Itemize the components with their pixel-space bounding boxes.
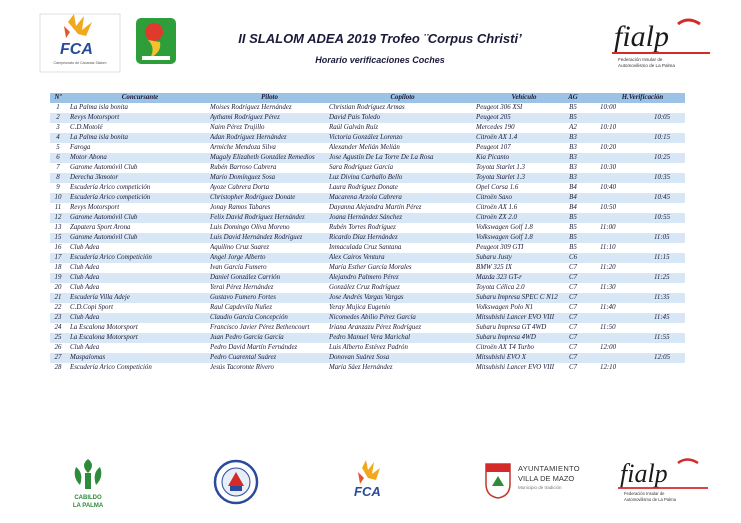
cell-veh: Subaru Impresa 4WD — [476, 334, 536, 341]
cell-con: Escudería Arico Competición — [70, 364, 152, 371]
cell-cop: Yeray Mujica Eugenio — [329, 304, 391, 311]
cell-hv2: 10:25 — [654, 154, 671, 161]
table-row — [50, 203, 685, 213]
cell-pil: Ivan García Fumero — [210, 264, 267, 271]
svg-text:Automovilismo de La Palma: Automovilismo de La Palma — [624, 497, 676, 502]
table-row — [50, 233, 685, 243]
cell-num: 2 — [56, 114, 60, 121]
cell-hv2: 11:05 — [654, 234, 670, 241]
table-row — [50, 193, 685, 203]
cell-veh: Mazda 323 GT-r — [476, 274, 522, 281]
cell-num: 28 — [54, 364, 62, 371]
cell-pil: Angel Jorge Alberto — [210, 254, 266, 261]
svg-text:Automovilismo de La Palma: Automovilismo de La Palma — [618, 63, 675, 68]
cell-pil: Naim Pérez Trujillo — [210, 124, 265, 131]
cell-hv2: 11:15 — [654, 254, 670, 261]
table-row — [50, 143, 685, 153]
cell-pil: Juan Pedro García García — [210, 334, 284, 341]
cell-cop: María Sáez Hernández — [329, 364, 393, 371]
cell-pil: Gustavo Fumero Fortes — [210, 294, 276, 301]
cell-num: 16 — [54, 244, 62, 251]
cell-cop: David Pais Toledo — [329, 114, 381, 121]
ayuntamiento-villa-de-mazo-logo — [484, 458, 594, 502]
cell-pil: Claudio García Concepción — [210, 314, 288, 321]
fcl-caption: Campeonato de Canarias Slalom — [53, 61, 107, 65]
cell-ag: C7 — [568, 264, 578, 271]
cell-cop: Alexander Melián Melián — [329, 144, 400, 151]
cell-hv1: 11:10 — [600, 244, 616, 251]
cell-con: Escudería Arico competición — [70, 184, 151, 191]
cell-hv1: 10:00 — [600, 104, 617, 111]
cell-ag: C7 — [568, 304, 578, 311]
cell-con: La Palma isla bonita — [70, 104, 129, 111]
table-header-row — [50, 93, 685, 103]
cell-cop: Ricardo Díaz Hernández — [329, 234, 398, 241]
header-vehiculo: Vehículo — [511, 94, 537, 101]
cell-hv1: 12:10 — [600, 364, 617, 371]
cell-pil: Moises Rodríguez Hernández — [210, 104, 292, 111]
cell-pil: Magaly Elizabeth González Remedios — [210, 154, 315, 161]
cell-ag: C7 — [568, 364, 578, 371]
table-row — [50, 153, 685, 163]
cell-pil: Aythami Rodríguez Pérez — [210, 114, 280, 121]
cell-veh: Subaru Impresa GT 4WD — [476, 324, 547, 331]
cell-veh: Peugeot 107 — [476, 144, 511, 151]
table-row — [50, 333, 685, 343]
table-row — [50, 253, 685, 263]
table-row — [50, 123, 685, 133]
cell-ag: B3 — [569, 174, 577, 181]
cell-num: 3 — [56, 124, 60, 131]
table-row — [50, 353, 685, 363]
svg-text:Federación Insular de: Federación Insular de — [624, 491, 665, 496]
cell-pil: Ayoze Cabrera Dorta — [210, 184, 270, 191]
cell-pil: Armiche Mendoza Silva — [210, 144, 276, 151]
cell-hv2: 11:55 — [654, 334, 670, 341]
cell-con: Club Adea — [70, 244, 100, 251]
cell-veh: Peugeot 205 — [476, 114, 511, 121]
cell-num: 1 — [56, 104, 60, 111]
cell-con: Escudería Arico competición — [70, 194, 151, 201]
cell-cop: Christian Rodríguez Armas — [329, 104, 405, 111]
cell-veh: Mitsubishi Lancer EVO VIII — [476, 314, 555, 321]
cell-num: 26 — [54, 344, 62, 351]
cell-cop: Inmaculada Cruz Santana — [329, 244, 402, 251]
cell-pil: Luis David Hernández Rodríguez — [210, 234, 303, 241]
cell-num: 21 — [54, 294, 62, 301]
cell-pil: Pedro Cuarental Suárez — [210, 354, 277, 361]
cell-cop: Jose Andrés Vargas Vargas — [329, 294, 404, 301]
cell-veh: Citroën AX 1.6 — [476, 204, 518, 211]
cell-hv1: 10:10 — [600, 124, 617, 131]
page-title: II SLALOM ADEA 2019 Trofeo ¨Corpus Christi’ — [238, 31, 522, 46]
cell-veh: Volkswagen Polo N1 — [476, 304, 534, 311]
cell-num: 17 — [54, 254, 62, 261]
cell-veh: Toyota Célica 2.0 — [476, 284, 525, 291]
table-row — [50, 213, 685, 223]
cell-veh: BMW 325 IX — [476, 264, 512, 271]
cell-ag: B3 — [569, 154, 577, 161]
cell-cop: Laura Rodríguez Donate — [329, 184, 398, 191]
ayto-line1: AYUNTAMIENTO — [518, 464, 580, 473]
cell-hv2: 10:45 — [654, 194, 671, 201]
cell-veh: Citroën AX 1.4 — [476, 134, 518, 141]
cell-ag: B3 — [569, 164, 577, 171]
cell-con: Garome Automóvil Club — [70, 164, 138, 171]
cell-veh: Peugeot 309 GTI — [476, 244, 524, 251]
cell-hv2: 10:15 — [654, 134, 671, 141]
cell-hv2: 10:55 — [654, 214, 671, 221]
table-row — [50, 293, 685, 303]
cell-cop: Nicomedes Abilio Pérez García — [329, 314, 416, 321]
cell-veh: Citroën ZX 2.0 — [476, 214, 517, 221]
cell-ag: C7 — [568, 294, 578, 301]
table-row — [50, 323, 685, 333]
cell-con: Maspalomas — [70, 354, 106, 361]
table-row — [50, 163, 685, 173]
cell-ag: C7 — [568, 284, 578, 291]
cell-cop: Donovan Suárez Sosa — [329, 354, 390, 361]
svg-text:fialp: fialp — [620, 459, 668, 488]
cell-ag: C6 — [568, 254, 578, 261]
table-row — [50, 283, 685, 293]
cell-con: Club Adea — [70, 274, 100, 281]
table-row — [50, 313, 685, 323]
cell-con: Zapatera Sport Arona — [70, 224, 131, 231]
fca-footer-logo — [346, 458, 394, 506]
cell-cop: Alejandro Palmero Pérez — [329, 274, 399, 281]
cell-ag: C7 — [568, 274, 578, 281]
cell-pil: Aquilino Cruz Suarez — [210, 244, 270, 251]
svg-text:CABILDO: CABILDO — [74, 495, 102, 501]
cell-veh: Subaru Impresa SPEC C N12 — [476, 294, 558, 301]
cell-cop: Iriana Aranzazu Pérez Rodríguez — [329, 324, 422, 331]
cell-pil: Jonay Ramos Tabares — [210, 204, 271, 211]
cell-num: 7 — [56, 164, 60, 171]
cell-ag: C7 — [568, 354, 578, 361]
cell-veh: Mercedes 190 — [476, 124, 515, 131]
cell-hv1: 11:40 — [600, 304, 616, 311]
table-row — [50, 263, 685, 273]
cell-veh: Volkswagen Golf 1.8 — [476, 234, 533, 241]
cell-veh: Kia Picanto — [476, 154, 510, 161]
header-ag: AG — [568, 94, 578, 101]
cell-ag: B3 — [569, 144, 577, 151]
cell-num: 4 — [56, 134, 60, 141]
cell-cop: Dayanna Alejandra Martín Pérez — [329, 204, 422, 211]
cell-ag: C7 — [568, 324, 578, 331]
cell-hv1: 12:00 — [600, 344, 617, 351]
cell-pil: Adan Rodríguez Hernández — [210, 134, 287, 141]
cell-num: 5 — [56, 144, 60, 151]
cell-veh: Toyota Starlet 1.3 — [476, 174, 525, 181]
cell-con: Motor Abona — [70, 154, 107, 161]
cell-cop: Victoria González Lorenzo — [329, 134, 403, 141]
table-row — [50, 113, 685, 123]
cell-ag: B5 — [569, 244, 577, 251]
cell-hv1: 10:40 — [600, 184, 617, 191]
cell-num: 10 — [54, 194, 62, 201]
page-subtitle: Horario verificaciones Coches — [315, 55, 445, 65]
cell-hv1: 10:30 — [600, 164, 617, 171]
cell-num: 6 — [56, 154, 60, 161]
cell-con: Revys Motorsport — [70, 114, 120, 121]
svg-text:FCA: FCA — [354, 484, 381, 499]
cell-pil: Felix David Rodríguez Hernández — [210, 214, 305, 221]
table-row — [50, 243, 685, 253]
table-row — [50, 273, 685, 283]
cell-num: 25 — [54, 334, 62, 341]
table-row — [50, 133, 685, 143]
cell-cop: María Esther García Morales — [329, 264, 412, 271]
cell-veh: Opel Corsa 1.6 — [476, 184, 519, 191]
fialp-logo — [604, 16, 714, 72]
cell-con: C.D.Copi Sport — [70, 304, 114, 311]
cell-ag: B5 — [569, 224, 577, 231]
cell-ag: C7 — [568, 334, 578, 341]
adea-club-logo — [132, 12, 180, 70]
header-verificacion: H.Verificación — [621, 94, 664, 101]
cell-pil: Daniel González Carrión — [210, 274, 281, 281]
cell-ag: B4 — [569, 184, 577, 191]
cell-ag: B5 — [569, 104, 577, 111]
cell-con: Club Adea — [70, 264, 100, 271]
cell-ag: B5 — [569, 214, 577, 221]
cell-con: Club Adea — [70, 314, 100, 321]
cell-cop: González Cruz Rodríguez — [329, 284, 400, 291]
cell-hv2: 10:05 — [654, 114, 671, 121]
cell-cop: Luz Divina Carballo Bello — [329, 174, 403, 181]
cell-con: La Escalona Motorsport — [70, 324, 138, 331]
cell-con: Faroga — [70, 144, 91, 151]
cell-con: C.D.Motolé — [70, 124, 103, 131]
fialp-footer-logo — [612, 456, 712, 504]
cell-num: 27 — [54, 354, 62, 361]
header-copiloto: Copiloto — [390, 94, 415, 101]
cell-num: 12 — [54, 214, 62, 221]
cell-hv1: 11:50 — [600, 324, 616, 331]
cell-num: 8 — [56, 174, 60, 181]
cell-ag: B4 — [569, 204, 577, 211]
cell-con: Club Adea — [70, 284, 100, 291]
header-concursante: Concursante — [121, 94, 159, 101]
cell-cop: Luis Alberto Estévez Padrón — [329, 344, 408, 351]
cell-con: Garome Automóvil Club — [70, 214, 138, 221]
cell-veh: Subaru Justy — [476, 254, 512, 261]
cell-con: Revys Motorsport — [70, 204, 120, 211]
cell-cop: Raúl Galván Ruíz — [329, 124, 378, 131]
cell-pil: Raul Capdevila Nuñez — [210, 304, 273, 311]
cell-con: Club Adea — [70, 344, 100, 351]
cell-con: Escudería Villa Adeje — [70, 294, 130, 301]
cell-veh: Volkswagen Golf 1.8 — [476, 224, 533, 231]
cell-num: 18 — [54, 264, 62, 271]
cell-hv1: 11:20 — [600, 264, 616, 271]
cell-veh: Toyota Starlet 1.3 — [476, 164, 525, 171]
table-row — [50, 183, 685, 193]
cell-con: Escudería Arico Competición — [70, 254, 152, 261]
cell-cop: Rubén Torres Rodríguez — [329, 224, 396, 231]
cell-pil: Christopher Rodríguez Donate — [210, 194, 296, 201]
cell-ag: B5 — [569, 234, 577, 241]
cell-pil: Yerai Pérez Hernández — [210, 284, 274, 291]
cabildo-la-palma-logo — [68, 455, 108, 511]
cell-cop: Macarena Arzola Cabrera — [329, 194, 402, 201]
cell-num: 23 — [54, 314, 62, 321]
cell-cop: Jose Agustín De La Torre De La Rosa — [329, 154, 434, 161]
cell-cop: Pedro Manuel Vera Marichal — [329, 334, 411, 341]
cell-veh: Mitsubishi Lancer EVO VIII — [476, 364, 555, 371]
cell-ag: B4 — [569, 194, 577, 201]
table-row — [50, 103, 685, 113]
cell-hv2: 11:35 — [654, 294, 670, 301]
cell-ag: C7 — [568, 314, 578, 321]
cell-num: 11 — [54, 204, 62, 211]
cell-con: Derecha 3kmotor — [70, 174, 119, 181]
cell-num: 20 — [54, 284, 62, 291]
table-row — [50, 303, 685, 313]
cell-pil: Francisco Javier Pérez Bethencourt — [210, 324, 310, 331]
ayto-line3: Municipio de tradición — [518, 485, 562, 490]
cell-num: 19 — [54, 274, 62, 281]
fialp-wordmark: fialp — [614, 20, 670, 53]
cell-ag: B5 — [569, 114, 577, 121]
cell-cop: Alex Cairos Ventura — [329, 254, 385, 261]
header-num: Nº — [54, 94, 62, 101]
cell-pil: Rubén Barroso Cabrera — [210, 164, 277, 171]
cell-cop: Sara Rodríguez García — [329, 164, 394, 171]
cell-ag: A2 — [569, 124, 577, 131]
cell-ag: B3 — [569, 134, 577, 141]
cell-hv1: 11:00 — [600, 224, 616, 231]
municipal-seal-logo — [212, 458, 260, 506]
cell-con: La Escalona Motorsport — [70, 334, 138, 341]
cell-num: 15 — [54, 234, 62, 241]
ayto-line2: VILLA DE MAZO — [518, 474, 575, 483]
table-row — [50, 343, 685, 353]
cell-pil: Pedro David Martín Fernández — [210, 344, 298, 351]
cell-num: 9 — [56, 184, 60, 191]
cell-veh: Mitsubishi EVO X — [476, 354, 526, 361]
table-row — [50, 173, 685, 183]
campeonato-canarias-slalom-logo — [38, 12, 122, 74]
cell-pil: Jesús Tacoronte Rivero — [210, 364, 274, 371]
cell-cop: Joana Hernández Sánchez — [329, 214, 403, 221]
cell-hv1: 11:30 — [600, 284, 616, 291]
cell-pil: Luis Domingo Oliva Moreno — [210, 224, 290, 231]
table-row — [50, 363, 685, 373]
cell-veh: Peugeot 306 XSI — [476, 104, 523, 111]
svg-text:LA PALMA: LA PALMA — [72, 503, 104, 509]
cell-pil: Mario Domínguez Sosa — [210, 174, 276, 181]
cell-num: 22 — [54, 304, 62, 311]
svg-text:FCA: FCA — [60, 41, 93, 58]
cell-hv1: 10:20 — [600, 144, 617, 151]
cell-hv2: 11:45 — [654, 314, 670, 321]
verification-schedule-table — [50, 93, 685, 373]
cell-num: 13 — [54, 224, 62, 231]
cell-hv1: 10:50 — [600, 204, 617, 211]
cell-ag: C7 — [568, 344, 578, 351]
cell-hv2: 11:25 — [654, 274, 670, 281]
header-piloto: Piloto — [261, 94, 278, 101]
cell-num: 24 — [54, 324, 62, 331]
cell-hv2: 10:35 — [654, 174, 671, 181]
cell-con: Garome Automóvil Club — [70, 234, 138, 241]
cell-con: La Palma isla bonita — [70, 134, 129, 141]
table-row — [50, 223, 685, 233]
cell-veh: Citroën AX T4 Turbo — [476, 344, 535, 351]
svg-text:Federación Insular de: Federación Insular de — [618, 57, 663, 62]
cell-veh: Citroën Saxo — [476, 194, 512, 201]
cell-hv2: 12:05 — [654, 354, 671, 361]
